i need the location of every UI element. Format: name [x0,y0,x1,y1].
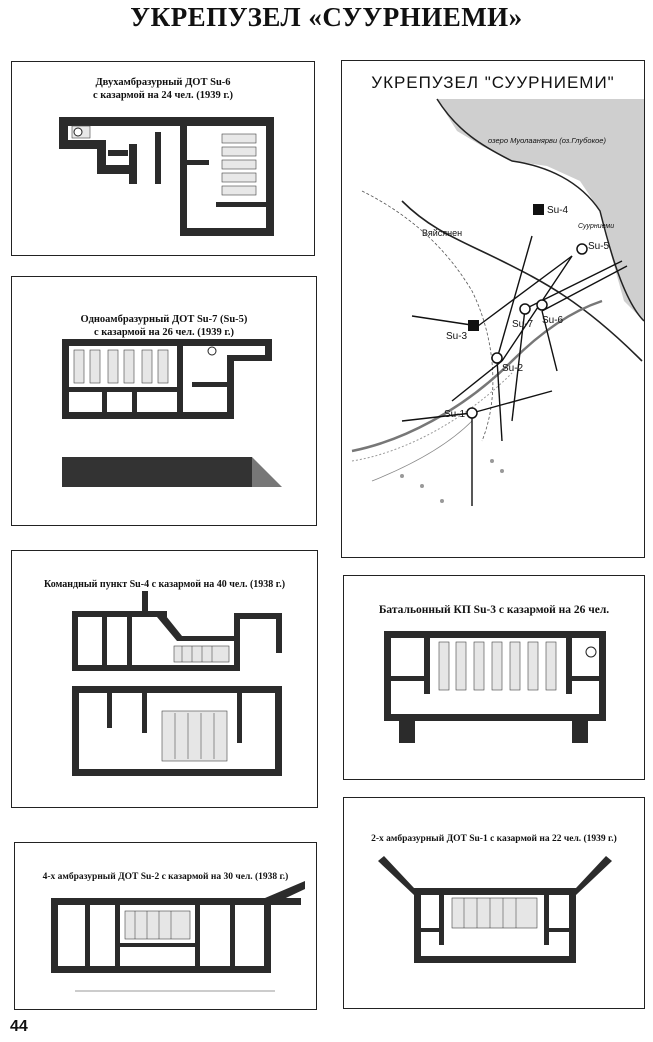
label-su2: Su-2 [502,363,524,374]
su3-caption: Батальонный КП Su-3 с казармой на 26 чел. [378,604,610,616]
su2-floor-plan [15,843,316,1009]
label-su3: Su-3 [446,331,468,342]
su1-caption: 2-х амбразурный ДОТ Su-1 с казармой на 22 чел. (1939 г.) [371,834,617,844]
village-left-label: Вяйсянен [422,228,463,238]
su4-floor-plan [12,551,317,807]
village-right-label: Суурниеми [578,223,615,230]
label-su5: Su-5 [588,241,610,252]
panel-su3-plan [343,575,645,780]
map-title: УКРЕПУЗЕЛ "СУУРНИЕМИ" [371,73,615,92]
su6-floor-plan [12,62,314,255]
su1-marker [467,408,477,418]
su7-marker [520,304,530,314]
su4-caption: Командный пункт Su-4 с казармой на 40 чел. (1938 г.) [43,579,286,590]
label-su6: Su-6 [542,315,564,326]
label-su7: Su-7 [512,319,534,330]
su5-marker [577,244,587,254]
su2-caption: 4-х амбразурный ДОТ Su-2 с казармой на 30 чел. (1938 г.) [42,872,289,882]
su6-caption-line1: Двухамбразурный ДОТ Su-6 [95,77,231,88]
page-number: 44 [10,1018,28,1035]
panel-su7-plan [11,276,317,526]
su7-caption-line1: Одноамбразурный ДОТ Su-7 (Su-5) [80,314,248,325]
su7-floor-plan [12,277,316,525]
label-su4: Su-4 [547,205,569,216]
su7-caption-line2: с казармой на 26 чел. (1939 г.) [93,327,235,338]
panel-map [341,60,645,558]
panel-su4-plan [11,550,318,808]
su3-floor-plan [344,576,644,779]
page-title: УКРЕПУЗЕЛ «СУУРНИЕМИ» [130,2,523,32]
su2-marker [492,353,502,363]
su6-caption-line2: с казармой на 24 чел. (1939 г.) [92,90,234,101]
fortification-map [342,61,644,557]
label-su1: Su-1 [444,409,466,420]
panel-su6-plan [11,61,315,256]
su6-marker [537,300,547,310]
panel-su2-plan [14,842,317,1010]
su3-marker [468,320,479,331]
panel-su1-plan [343,797,645,1009]
su4-marker [533,204,544,215]
lake-label: озеро Муолаанярви (оз.Глубокое) [488,136,606,145]
su1-floor-plan [344,798,644,1008]
